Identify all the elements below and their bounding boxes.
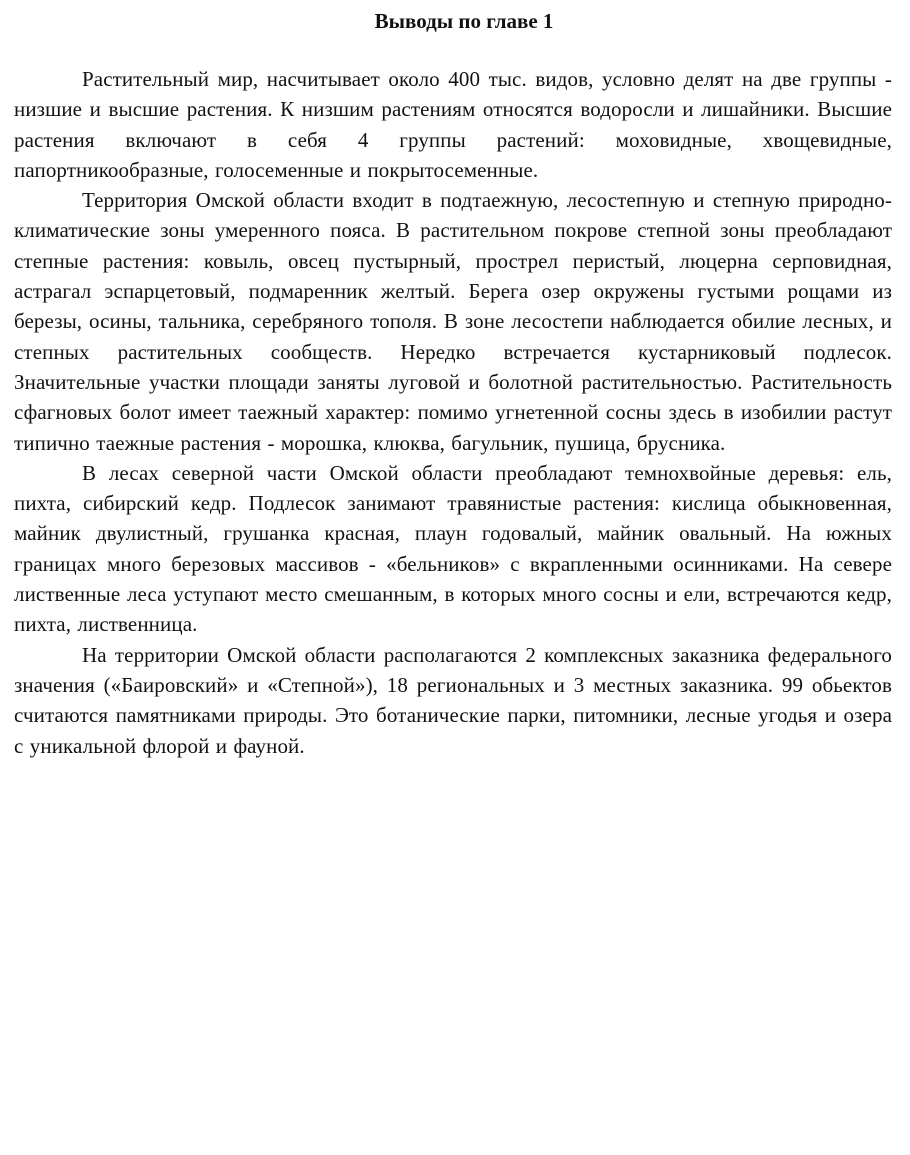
- document-page: [14, 0, 892, 761]
- chapter-conclusions-title: Выводы по главе 1: [374, 9, 554, 33]
- paragraph-northern-forests: В лесах северной части Омской области преобладают темнохвойные деревья: ель, пихта, сибирский кедр. Подлесок занимают травянистые растения: кислица обыкновенная, майник двулистный, грушанка красная, плаун годовалый, майник овальный. На южных границах много березовых массивов - «бельников» с вкрапленными осинниками. На севере лиственные леса уступают место смешанным, в которых много сосны и ели, встречаются кедр, пихта, лиственница.: [14, 460, 892, 637]
- paragraph-plant-world: Растительный мир, насчитывает около 400 тыс. видов, условно делят на две группы - низшие и высшие растения. К низшим растениям относятся водоросли и лишайники. Высшие растения включают в себя 4 группы растений: моховидные, хвощевидные, папортникообразные, голосеменные и покрытосеменные.: [14, 67, 892, 182]
- document-body: [14, 64, 892, 761]
- paragraph-nature-reserves: На территории Омской области располагаются 2 комплексных заказника федерального значения («Баировский» и «Степной»), 18 региональных и 3 местных заказника. 99 обьектов считаются памятниками природы. Это ботанические парки, питомники, лесные угодья и озера с уникальной флорой и фауной.: [14, 642, 892, 758]
- paragraph-omsk-zones: Территория Омской области входит в подтаежную, лесостепную и степную природно-климатические зоны умеренного пояса. В растительном покрове степной зоны преобладают степные растения: ковыль, овсец пустырный, прострел перистый, люцерна серповидная, астрагал эспарцетовый, подмаренник желтый. Берега озер окружены густыми рощами из березы, осины, тальника, серебряного тополя. В зоне лесостепи наблюдается обилие лесных, и степных растительных сообществ. Нередко встречается кустарниковый подлесок. Значительные участки площади заняты луговой и болотной растительностью. Растительность сфагновых болот имеет таежный характер: помимо угнетенной сосны здесь в изобилии растут типично таежные растения - морошка, клюква, багульник, пушица, брусника.: [14, 188, 892, 455]
